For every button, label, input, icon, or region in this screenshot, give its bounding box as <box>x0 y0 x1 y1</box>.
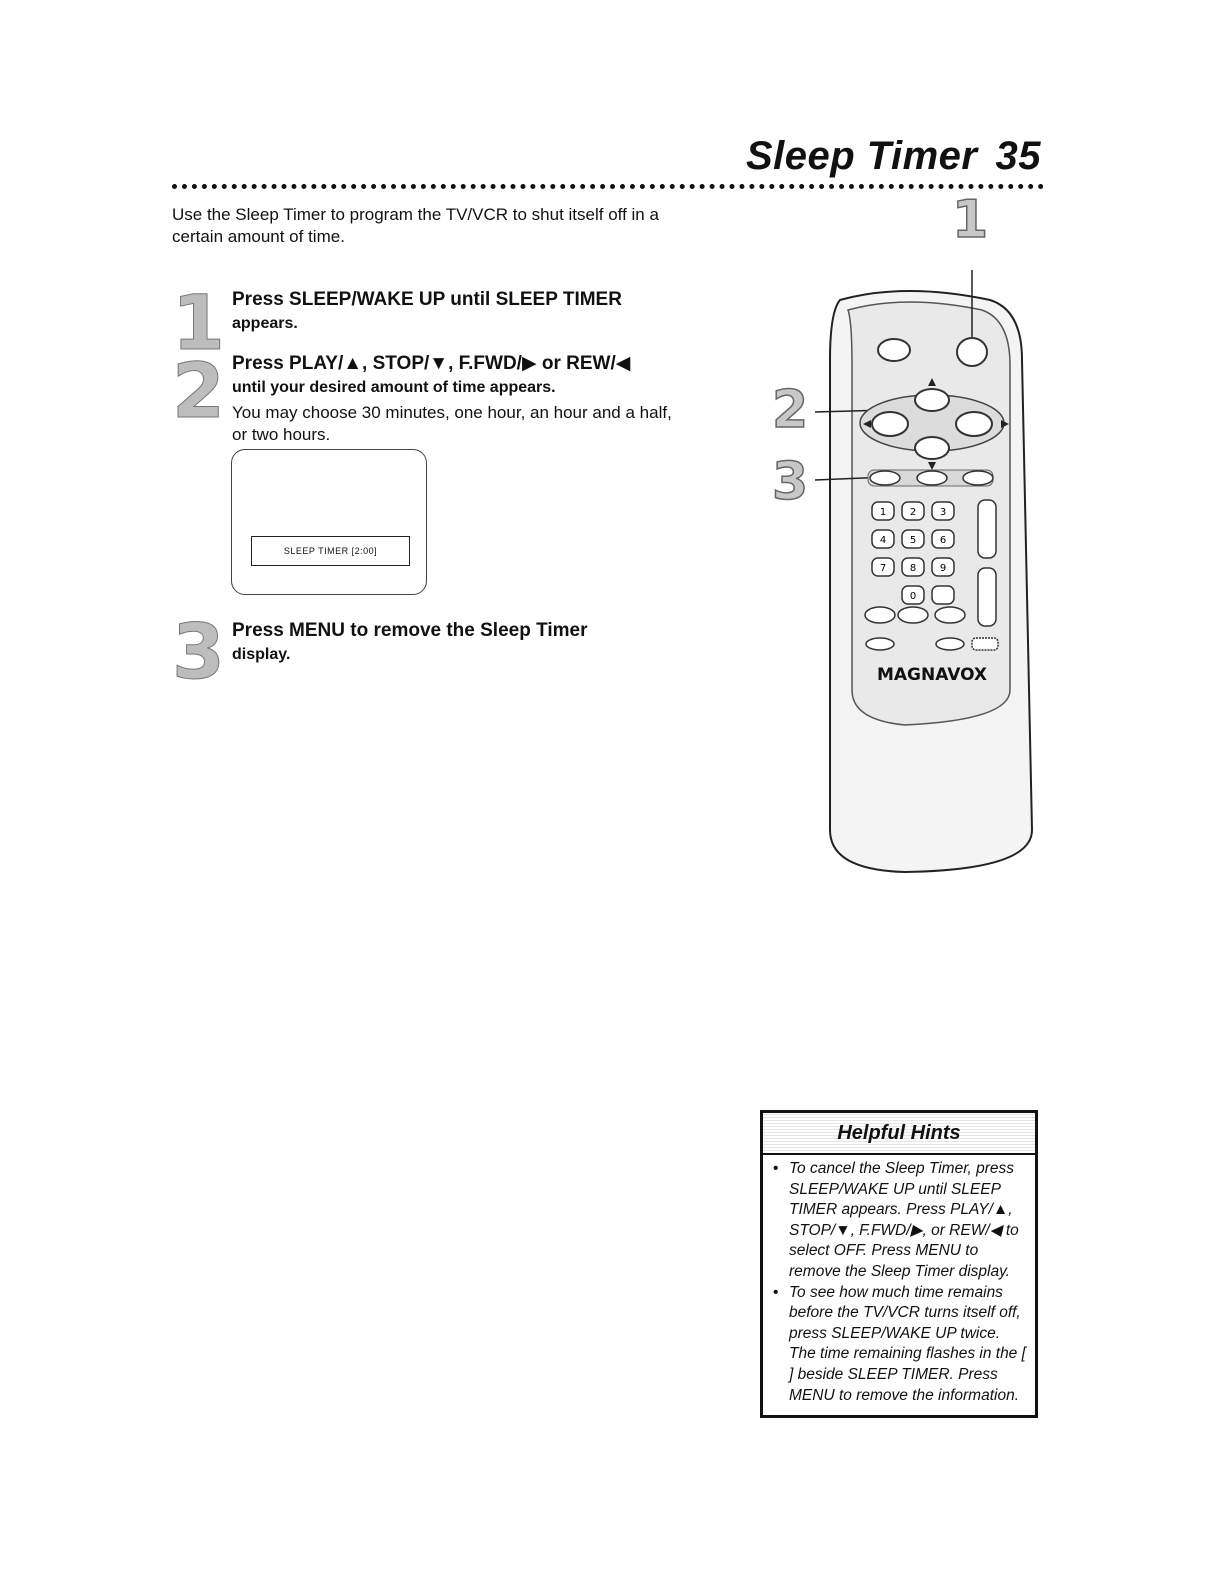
hint-item: • To see how much time remains before the TV/VCR turns itself off, press SLEEP/WAKE UP twice. The time remaining flashes in the [ ] beside SLEEP TIMER. Press MENU to remove the information. <box>789 1283 1027 1407</box>
step-3-number: 3 <box>172 607 225 696</box>
small-button-f <box>972 638 998 650</box>
small-button-b <box>898 607 928 623</box>
digit-3: 3 <box>939 507 947 518</box>
step-1-body <box>232 288 682 336</box>
digit-1: 1 <box>879 507 887 518</box>
helpful-hints-list <box>763 1155 1035 1406</box>
step-2-body <box>232 352 682 446</box>
menu-button <box>870 471 900 485</box>
step-1-title-line1: Press SLEEP/WAKE UP until SLEEP TIMER <box>232 289 622 310</box>
rew-button <box>872 412 908 436</box>
step-3-title <box>232 619 682 667</box>
small-button-d <box>866 638 894 650</box>
sleep-timer-display: SLEEP TIMER [2:00] <box>251 536 410 566</box>
power-button <box>878 339 910 361</box>
small-button-a <box>865 607 895 623</box>
helpful-hints-title: Helpful Hints <box>763 1113 1035 1155</box>
step-3-title-line2: display. <box>232 646 291 663</box>
digit-7: 7 <box>879 563 887 574</box>
step-3-title-line1: Press MENU to remove the Sleep Timer <box>232 620 588 641</box>
play-button <box>915 389 949 411</box>
page-title-text: Sleep Timer <box>745 134 978 178</box>
step-2-title-line2: until your desired amount of time appears. <box>232 379 556 396</box>
callout-3: 3 <box>772 452 809 512</box>
digit-4: 4 <box>879 535 887 546</box>
callout-1: 1 <box>952 190 989 250</box>
step-2-description: You may choose 30 minutes, one hour, an hour and a half, or two hours. <box>232 403 672 444</box>
channel-rocker <box>978 500 996 558</box>
digit-8: 8 <box>909 563 917 574</box>
hint-item: • To cancel the Sleep Timer, press SLEEP/WAKE UP until SLEEP TIMER appears. Press PLAY/▲, STOP/▼, F.FWD/▶, or REW/◀ to select OFF. Press MENU to remove the Sleep Timer display. <box>789 1159 1027 1283</box>
step-2-title-line1: Press PLAY/▲, STOP/▼, F.FWD/▶ or REW/◀ <box>232 353 631 374</box>
helpful-hints-box <box>760 1110 1038 1418</box>
clear-button <box>963 471 993 485</box>
small-button-c <box>935 607 965 623</box>
volume-rocker <box>978 568 996 626</box>
step-2-title <box>232 352 682 400</box>
step-2-number: 2 <box>172 346 225 435</box>
remote-control-illustration <box>760 270 1050 880</box>
remote-control-svg <box>760 270 1050 880</box>
digit-2: 2 <box>909 507 917 518</box>
status-button <box>917 471 947 485</box>
step-1-title-line2: appears. <box>232 315 298 332</box>
step-1-number: 1 <box>172 278 225 367</box>
dotted-divider <box>172 184 1044 189</box>
digit-6: 6 <box>939 535 947 546</box>
page-number: 35 <box>995 134 1041 178</box>
stop-button <box>915 437 949 459</box>
digit-9: 9 <box>939 563 947 574</box>
callout-2: 2 <box>772 380 809 440</box>
tv-screen-illustration <box>231 449 427 595</box>
step-3-body <box>232 619 682 667</box>
small-button-e <box>936 638 964 650</box>
step-1-title <box>232 288 682 336</box>
digit-0: 0 <box>909 591 917 602</box>
ffwd-button <box>956 412 992 436</box>
page-title <box>746 134 1041 179</box>
digit-5: 5 <box>909 535 917 546</box>
intro-text: Use the Sleep Timer to program the TV/VCR to shut itself off in a certain amount of time. <box>172 205 659 246</box>
sleep-wake-up-button <box>957 338 987 366</box>
remote-brand-logo: MAGNAVOX <box>876 665 988 685</box>
